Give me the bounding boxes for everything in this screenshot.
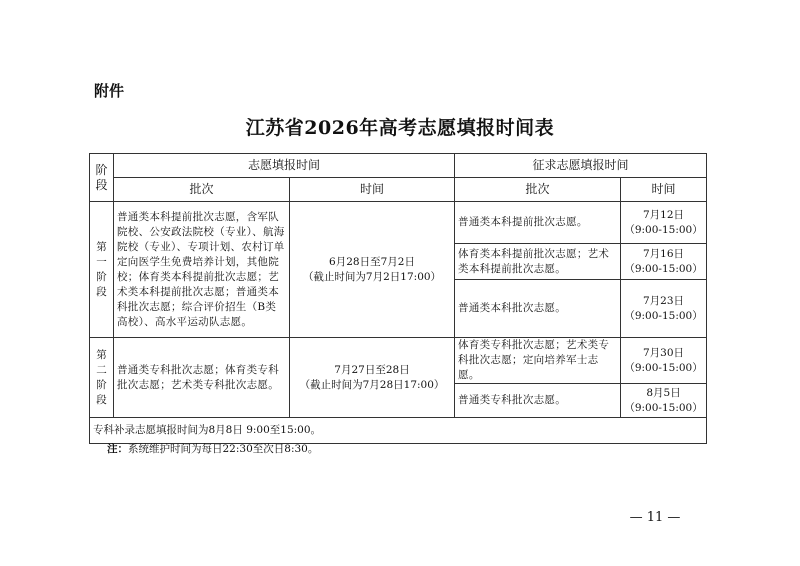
solicit-time-1: 7月12日 （9:00-15:00） xyxy=(621,202,707,244)
solicit-time-5: 8月5日 （9:00-15:00） xyxy=(621,384,707,418)
stage-header: 阶 段 xyxy=(90,154,114,202)
document-title: 江苏省2026年高考志愿填报时间表 xyxy=(245,117,555,139)
attachment-label: 附件 xyxy=(94,82,125,100)
main-batch-header: 批次 xyxy=(114,178,290,202)
main-fill-header: 志愿填报时间 xyxy=(114,154,455,178)
table-row xyxy=(90,338,707,384)
footnote-text: 系统维护时间为每日22:30至次日8:30。 xyxy=(128,443,319,455)
solicit-batch-1: 普通类本科提前批次志愿。 xyxy=(455,202,621,244)
solicit-batch-header: 批次 xyxy=(455,178,621,202)
supplement-row xyxy=(90,418,707,444)
solicit-batch-4: 体育类专科批次志愿；艺术类专科批次志愿；定向培养军士志愿。 xyxy=(455,338,621,384)
main-time-header: 时间 xyxy=(290,178,455,202)
footnote-label: 注： xyxy=(107,443,128,455)
solicit-batch-5: 普通类专科批次志愿。 xyxy=(455,384,621,418)
page-number: — 11 — xyxy=(629,510,681,525)
solicit-batch-3: 普通类本科批次志愿。 xyxy=(455,280,621,338)
stage2-label: 第 二 阶 段 xyxy=(90,338,114,418)
solicit-batch-2: 体育类本科提前批次志愿；艺术类本科提前批次志愿。 xyxy=(455,244,621,280)
solicit-time-2: 7月16日 （9:00-15:00） xyxy=(621,244,707,280)
stage1-time: 6月28日至7月2日 （截止时间为7月2日17:00） xyxy=(290,202,455,338)
stage1-label: 第 一 阶 段 xyxy=(90,202,114,338)
solicit-time-3: 7月23日 （9:00-15:00） xyxy=(621,280,707,338)
schedule-table xyxy=(89,153,707,444)
stage2-batches: 普通类专科批次志愿；体育类专科批次志愿；艺术类专科批次志愿。 xyxy=(114,338,290,418)
solicit-time-4: 7月30日 （9:00-15:00） xyxy=(621,338,707,384)
table-row xyxy=(90,202,707,244)
solicit-time-header: 时间 xyxy=(621,178,707,202)
solicit-fill-header: 征求志愿填报时间 xyxy=(455,154,707,178)
footnote xyxy=(107,441,318,456)
table-subheader-row xyxy=(90,178,707,202)
supplement-note: 专科补录志愿填报时间为8月8日 9:00至15:00。 xyxy=(90,418,707,444)
stage1-batches: 普通类本科提前批次志愿，含军队院校、公安政法院校（专业）、航海院校（专业）、专项计划、农村订单定向医学生免费培养计划，其他院校；体育类本科提前批次志愿；艺术类本科提前批次志愿；普通类本科批次志愿；综合评价招生（B类高校）、高水平运动队志愿。 xyxy=(114,202,290,338)
table-header-row xyxy=(90,154,707,178)
stage2-time: 7月27日至28日 （截止时间为7月28日17:00） xyxy=(290,338,455,418)
